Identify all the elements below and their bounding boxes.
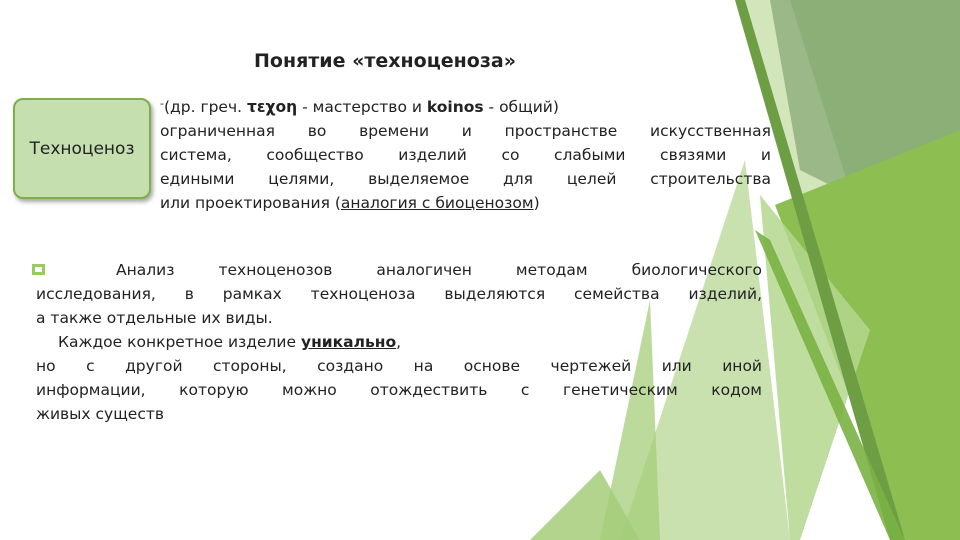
body-line-4-end: , — [396, 333, 402, 351]
definition-line-4: едиными целями, выделяемое для целей строительства — [160, 170, 771, 188]
body-line-3: а также отдельные их виды. — [36, 309, 273, 327]
term-box-label: Техноценоз — [29, 138, 135, 159]
term-box — [13, 98, 151, 199]
definition-line-3: система, сообщество изделий со слабыми связями и — [160, 146, 771, 164]
biocenosis-link[interactable]: аналогия с биоценозом — [340, 194, 534, 212]
definition-prefix: (др. греч. — [163, 98, 247, 116]
body-line-7: живых существ — [36, 405, 165, 423]
definition-line-2: ограниченная во времени и пространстве искусственная — [160, 122, 771, 140]
greek-word: τεχοη — [246, 98, 298, 116]
unique-emphasis: уникально — [300, 333, 397, 351]
body-line-4 — [36, 330, 762, 354]
slide-title: Понятие «техноценоза» — [253, 50, 516, 72]
definition-middle: - мастерство и — [297, 98, 427, 116]
body-line-4-start: Каждое конкретное изделие — [58, 333, 301, 351]
latin-word: koinos — [426, 98, 484, 116]
definition-line-5-end: ) — [533, 194, 540, 212]
body-line-6: информации, которую можно отождествить с генетическим кодом — [36, 381, 762, 399]
body-line-5: но с другой стороны, создано на основе чертежей или иной — [36, 357, 762, 375]
body-line-1-text: Анализ техноценозов аналогичен методам биологического — [116, 261, 762, 279]
definition-dash: - — [160, 97, 164, 110]
definition-suffix: - общий) — [483, 98, 559, 116]
definition-line-5 — [160, 191, 771, 215]
body-text — [36, 258, 762, 426]
definition-text — [160, 92, 771, 215]
body-line-1 — [36, 258, 762, 282]
definition-line-5-start: или проектирования ( — [160, 194, 341, 212]
body-line-2: исследования, в рамках техноценоза выделяются семейства изделий, — [36, 285, 762, 303]
definition-line-1 — [160, 92, 771, 119]
